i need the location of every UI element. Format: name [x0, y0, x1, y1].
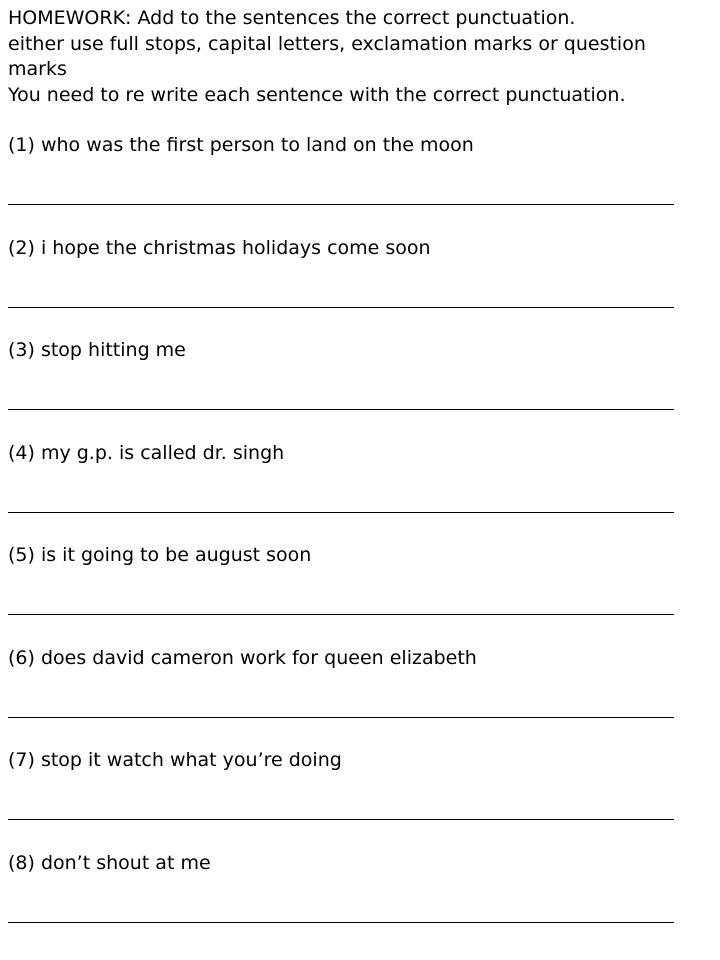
answer-line [8, 819, 674, 820]
question-text: (7) stop it watch what you’re doing [8, 749, 342, 771]
homework-heading: HOMEWORK: Add to the sentences the correct punctuation. [8, 7, 576, 29]
question-item [8, 235, 676, 338]
question-text: (5) is it going to be august soon [8, 544, 312, 566]
answer-line [8, 614, 674, 615]
question-item [8, 132, 676, 235]
answer-line [8, 922, 674, 923]
question-text: (6) does david cameron work for queen elizabeth [8, 646, 477, 669]
punctuation-options-text: either use full stops, capital letters, exclamation marks or question marks [8, 32, 646, 80]
question-list [8, 132, 676, 952]
answer-line [8, 409, 674, 410]
question-item [8, 542, 676, 645]
question-item [8, 645, 676, 748]
answer-line [8, 512, 674, 513]
answer-line [8, 307, 674, 308]
answer-line [8, 717, 674, 718]
question-item [8, 337, 676, 440]
worksheet-instructions [8, 6, 708, 108]
answer-line [8, 204, 674, 205]
question-text: (4) my g.p. is called dr. singh [8, 441, 285, 464]
question-item [8, 440, 676, 543]
question-text: (1) who was the first person to land on the moon [8, 134, 474, 156]
question-text: (3) stop hitting me [8, 339, 186, 361]
rewrite-instruction-text: You need to re write each sentence with the correct punctuation. [8, 83, 626, 106]
question-text: (2) i hope the christmas holidays come soon [8, 236, 431, 259]
question-item [8, 850, 676, 953]
question-text: (8) don’t shout at me [8, 851, 211, 874]
question-item [8, 747, 676, 850]
